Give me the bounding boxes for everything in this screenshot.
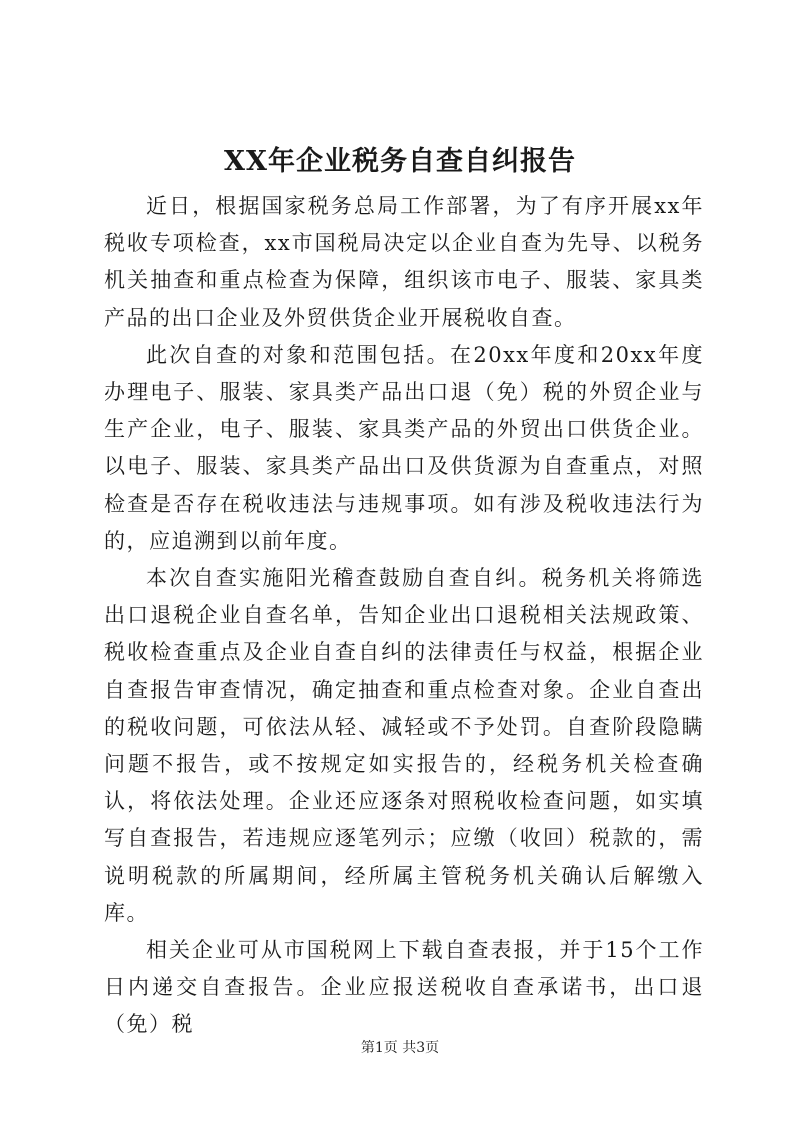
paragraph-1: 近日，根据国家税务总局工作部署，为了有序开展xx年税收专项检查，xx市国税局决定以企业自查为先导、以税务机关抽查和重点检查为保障，组织该市电子、服装、家具类产品的出口企业及外贸供货企业开展税收自查。	[104, 194, 704, 330]
paragraph-2: 此次自查的对象和范围包括。在20xx年度和20xx年度办理电子、服装、家具类产品出口退（免）税的外贸企业与生产企业，电子、服装、家具类产品的外贸出口供货企业。以电子、服装、家具类产品出口及供货源为自查重点，对照检查是否存在税收违法与违规事项。如有涉及税收违法行为的，应追溯到以前年度。	[104, 342, 704, 553]
paragraph-3: 本次自查实施阳光稽查鼓励自查自纠。税务机关将筛选出口退税企业自查名单，告知企业出口退税相关法规政策、税收检查重点及企业自查自纠的法律责任与权益，根据企业自查报告审查情况，确定抽查和重点检查对象。企业自查出的税收问题，可依法从轻、减轻或不予处罚。自查阶段隐瞒问题不报告，或不按规定如实报告的，经税务机关检查确认，将依法处理。企业还应逐条对照税收检查问题，如实填写自查报告，若违规应逐笔列示；应缴（收回）税款的，需说明税款的所属期间，经所属主管税务机关确认后解缴入库。	[104, 566, 704, 925]
document-body	[104, 188, 704, 1044]
document-title: XX年企业税务自查自纠报告	[224, 146, 576, 177]
page-number-footer: 第1页 共3页	[360, 1040, 440, 1056]
paragraph-4: 相关企业可从市国税网上下载自查表报，并于15个工作日内递交自查报告。企业应报送税收自查承诺书，出口退（免）税	[104, 938, 704, 1037]
